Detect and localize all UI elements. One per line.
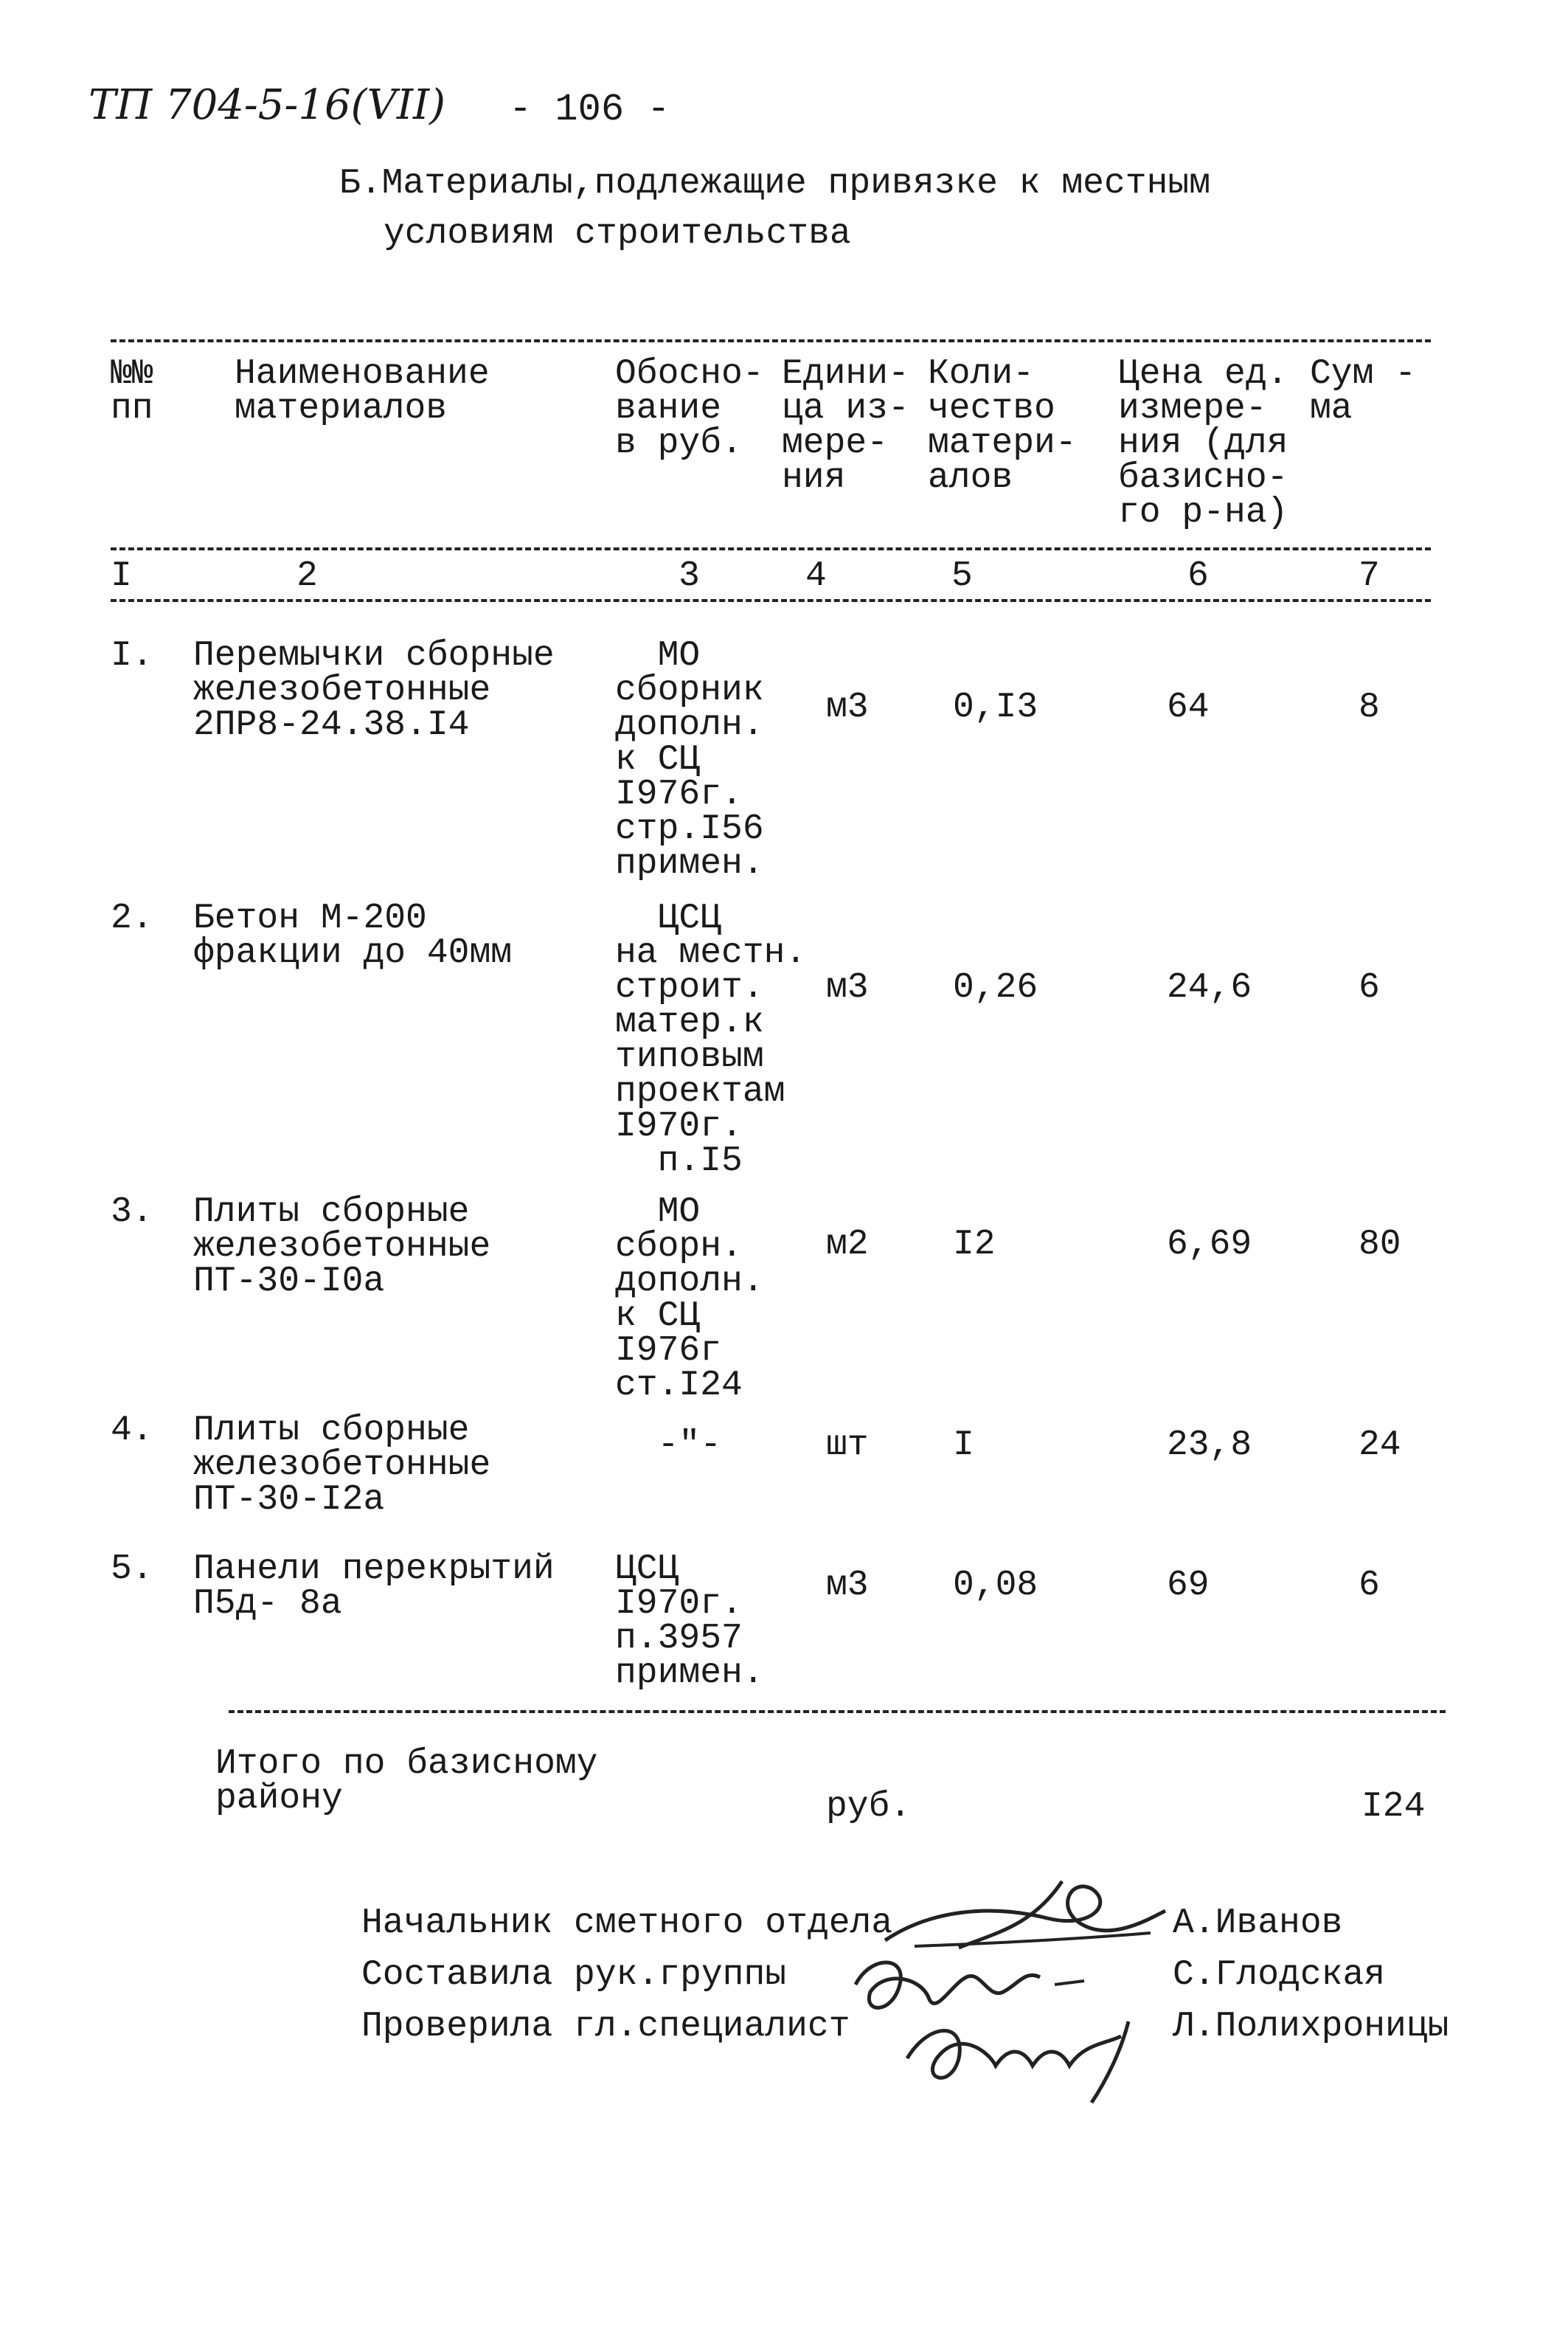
- row-3-unit: м2: [826, 1225, 869, 1265]
- row-4-unit: шт: [826, 1425, 869, 1465]
- row-3-price: 6,69: [1167, 1225, 1252, 1265]
- header-num: №№ пп: [111, 354, 153, 429]
- row-2-sum: 6: [1359, 968, 1380, 1008]
- signature-position-1: Начальник сметного отдела: [361, 1903, 893, 1943]
- page-number: - 106 -: [509, 88, 670, 131]
- row-5-name: Панели перекрытий П5д- 8а: [193, 1549, 555, 1624]
- row-1-name: Перемычки сборные железобетонные 2ПР8-24.38.I4: [193, 636, 555, 745]
- row-5-basis: ЦСЦ I970г. п.3957 примен.: [615, 1549, 764, 1693]
- signature-name-2: С.Глодская: [1173, 1955, 1386, 1995]
- section-title-line1: Б.Материалы,подлежащие привязке к местным: [339, 164, 1210, 204]
- signature-name-3: Л.Полихроницы: [1173, 2007, 1449, 2047]
- header-price: Цена ед. измере- ния (для базисно- го р-на): [1118, 354, 1288, 533]
- section-title-line2: условиям строительства: [384, 214, 851, 254]
- row-3-qty: I2: [953, 1225, 996, 1265]
- header-basis: Обосно- вание в руб.: [615, 354, 764, 463]
- row-2-num: 2.: [111, 899, 153, 938]
- row-5-num: 5.: [111, 1549, 153, 1589]
- row-1-sum: 8: [1359, 688, 1380, 727]
- total-unit: руб.: [826, 1787, 912, 1827]
- row-3-num: 3.: [111, 1192, 153, 1232]
- signature-position-2: Составила рук.группы: [361, 1955, 787, 1995]
- header-sum: Сум - ма: [1310, 354, 1417, 429]
- header-unit: Едини- ца из- мере- ния: [782, 354, 909, 498]
- col-number-5: 5: [951, 556, 973, 596]
- row-3-basis: МО сборн. дополн. к СЦ I976г ст.I24: [615, 1192, 764, 1405]
- header-qty: Коли- чество матери- алов: [928, 354, 1077, 498]
- total-label: Итого по базисному району: [215, 1744, 598, 1819]
- row-1-unit: м3: [826, 688, 869, 727]
- col-number-4: 4: [805, 556, 827, 596]
- row-5-price: 69: [1167, 1566, 1210, 1605]
- row-4-price: 23,8: [1167, 1425, 1252, 1465]
- row-1-num: I.: [111, 636, 153, 676]
- row-2-price: 24,6: [1167, 968, 1252, 1008]
- row-4-sum: 24: [1359, 1425, 1401, 1465]
- signature-position-3: Проверила гл.специалист: [361, 2007, 850, 2047]
- col-number-3: 3: [679, 556, 700, 596]
- signature-name-1: А.Иванов: [1173, 1903, 1343, 1943]
- header-name: Наименование материалов: [235, 354, 490, 429]
- row-4-num: 4.: [111, 1411, 153, 1450]
- numbers-bottom-rule: [111, 599, 1431, 602]
- row-5-qty: 0,08: [953, 1566, 1038, 1605]
- row-1-basis: МО сборник дополн. к СЦ I976г. стр.I56 примен.: [615, 636, 764, 884]
- header-bottom-rule: [111, 547, 1431, 550]
- row-4-basis: -"-: [615, 1425, 722, 1465]
- col-number-2: 2: [296, 556, 318, 596]
- row-3-sum: 80: [1359, 1225, 1401, 1265]
- row-2-qty: 0,26: [953, 968, 1038, 1008]
- row-4-qty: I: [953, 1425, 974, 1465]
- row-1-qty: 0,I3: [953, 688, 1038, 727]
- document-code: ТП 704-5-16(VII): [89, 81, 445, 129]
- table-top-rule: [111, 339, 1431, 342]
- col-number-6: 6: [1187, 556, 1209, 596]
- col-number-7: 7: [1359, 556, 1380, 596]
- row-5-unit: м3: [826, 1566, 869, 1605]
- total-value: I24: [1361, 1787, 1426, 1827]
- row-4-name: Плиты сборные железобетонные ПТ-30-I2а: [193, 1411, 491, 1520]
- row-3-name: Плиты сборные железобетонные ПТ-30-I0а: [193, 1192, 491, 1301]
- row-2-unit: м3: [826, 968, 869, 1008]
- row-1-price: 64: [1167, 688, 1210, 727]
- handwritten-signature-3: [885, 1992, 1165, 2110]
- row-2-basis: ЦСЦ на местн. строит. матер.к типовым проектам I970г. п.I5: [615, 899, 807, 1181]
- row-5-sum: 6: [1359, 1566, 1380, 1605]
- row-2-name: Бетон М-200 фракции до 40мм: [193, 899, 513, 973]
- table-bottom-rule: [229, 1710, 1446, 1713]
- col-number-1: I: [111, 556, 132, 596]
